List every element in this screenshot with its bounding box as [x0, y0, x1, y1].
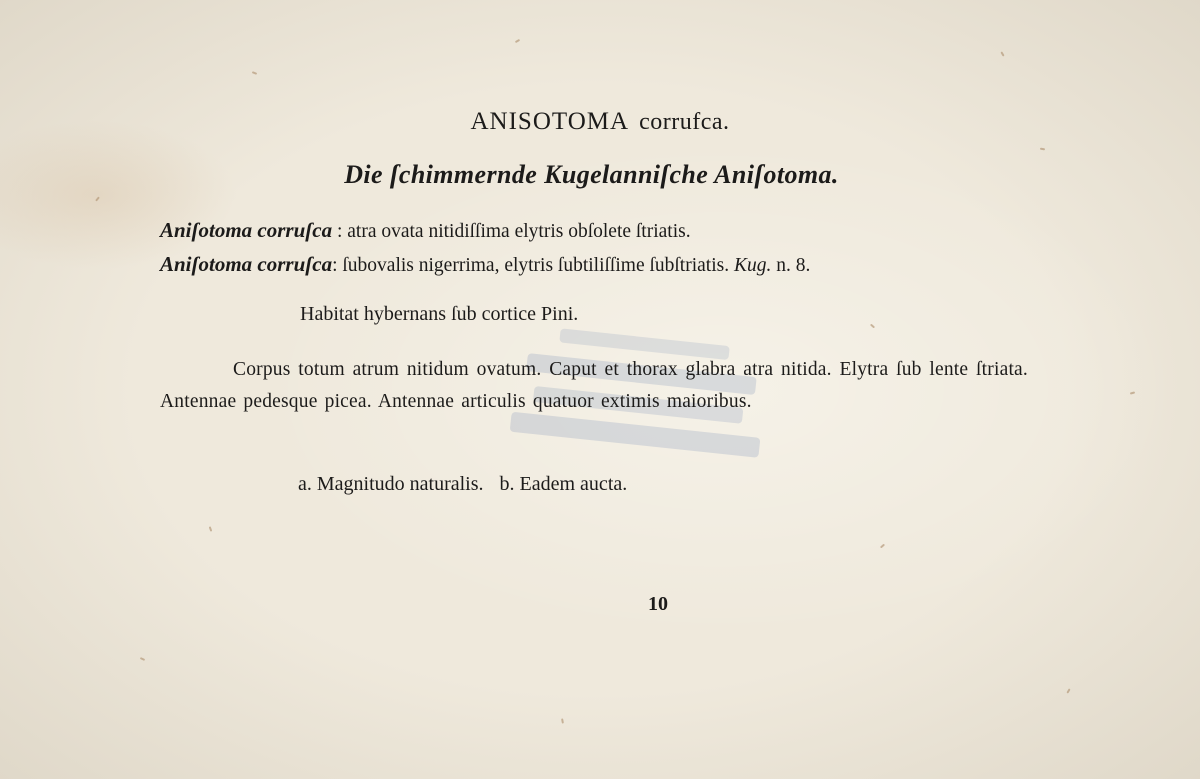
- paper-fleck: [1130, 391, 1135, 394]
- genus-name: ANISOTOMA: [470, 108, 630, 135]
- synonym-separator: :: [332, 255, 338, 276]
- paper-fleck: [1000, 51, 1004, 56]
- figure-legend: [298, 473, 627, 496]
- figure-b-caption: b. Eadem aucta.: [499, 473, 628, 495]
- paper-fleck: [870, 324, 875, 329]
- synonym-author: Kug.: [733, 255, 772, 276]
- synonym-name: Aniſotoma corruſca: [160, 252, 333, 276]
- figure-a-caption: a. Magnitudo naturalis.: [298, 473, 484, 495]
- synonym-diagnosis: atra ovata nitidiſſima elytris obſolete ſtriatis.: [347, 221, 691, 242]
- page-number: 10: [648, 593, 668, 615]
- paper-fleck: [1066, 688, 1070, 693]
- synonym-line: [160, 218, 691, 243]
- habitat-text: Habitat hybernans ſub cortice Pini.: [300, 303, 579, 325]
- description-paragraph: Corpus totum atrum nitidum ovatum. Caput et thorax glabra atra nitida. Elytra ſub lente ſtriata. Antennae pedesque picea. Antennae articulis quatuor extimis maioribus.: [160, 359, 1028, 412]
- paper-fleck: [140, 657, 145, 661]
- synonym-separator: :: [336, 221, 343, 242]
- paper-fleck: [880, 544, 885, 549]
- paper-fleck: [1040, 148, 1045, 151]
- synonym-name: Aniſotoma corruſca: [160, 218, 333, 242]
- synonym-reference: n. 8.: [776, 255, 811, 276]
- german-common-name: Die ſchimmernde Kugelanniſche Aniſotoma.: [344, 160, 839, 189]
- paper-fleck: [209, 526, 213, 531]
- species-title: [0, 108, 1200, 136]
- paper-fleck: [561, 718, 564, 723]
- species-name: corrufca.: [639, 109, 730, 135]
- paper-fleck: [252, 71, 257, 75]
- synonym-diagnosis: ſubovalis nigerrima, elytris ſubtiliſſime ſubſtriatis.: [342, 255, 730, 276]
- paper-fleck: [515, 39, 520, 43]
- paper-fleck: [95, 196, 100, 201]
- synonym-line: [160, 252, 810, 277]
